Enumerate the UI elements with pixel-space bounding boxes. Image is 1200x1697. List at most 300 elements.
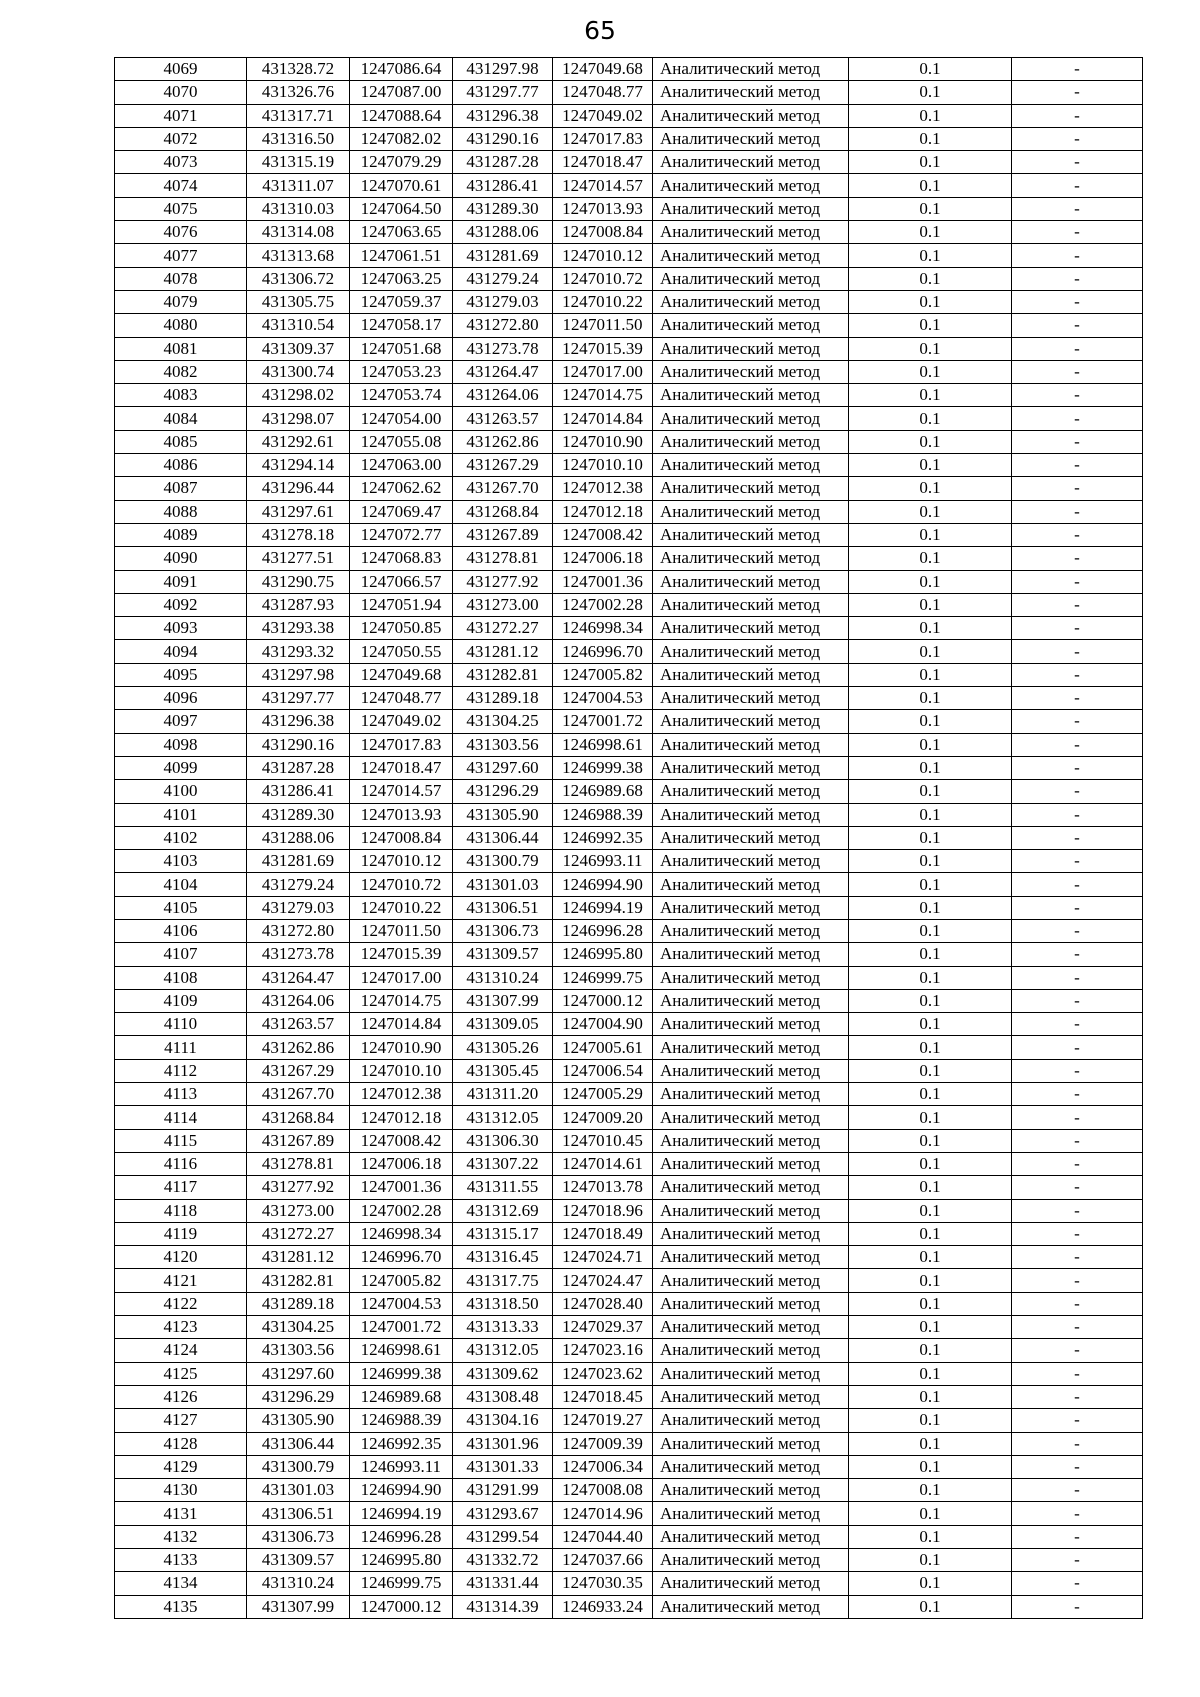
y2-cell: 1247010.45 <box>553 1129 653 1152</box>
x1-cell: 431264.47 <box>247 966 350 989</box>
x1-cell: 431306.44 <box>247 1432 350 1455</box>
method-cell: Аналитический метод <box>653 873 849 896</box>
x1-cell: 431282.81 <box>247 1269 350 1292</box>
tolerance-cell: 0.1 <box>849 1222 1012 1245</box>
note-cell: - <box>1012 663 1143 686</box>
x1-cell: 431272.80 <box>247 919 350 942</box>
y1-cell: 1247055.08 <box>350 430 453 453</box>
note-cell: - <box>1012 127 1143 150</box>
y2-cell: 1246992.35 <box>553 826 653 849</box>
method-cell: Аналитический метод <box>653 826 849 849</box>
tolerance-cell: 0.1 <box>849 1292 1012 1315</box>
y1-cell: 1247014.75 <box>350 989 453 1012</box>
y2-cell: 1247013.93 <box>553 197 653 220</box>
y2-cell: 1247019.27 <box>553 1409 653 1432</box>
method-cell: Аналитический метод <box>653 197 849 220</box>
tolerance-cell: 0.1 <box>849 174 1012 197</box>
tolerance-cell: 0.1 <box>849 1316 1012 1339</box>
method-cell: Аналитический метод <box>653 663 849 686</box>
method-cell: Аналитический метод <box>653 1129 849 1152</box>
table-row <box>115 1129 1143 1152</box>
note-cell: - <box>1012 1339 1143 1362</box>
note-cell: - <box>1012 1152 1143 1175</box>
method-cell: Аналитический метод <box>653 1106 849 1129</box>
point-number-cell: 4127 <box>115 1409 247 1432</box>
x2-cell: 431267.70 <box>453 477 553 500</box>
note-cell: - <box>1012 593 1143 616</box>
y2-cell: 1246998.34 <box>553 617 653 640</box>
point-number-cell: 4103 <box>115 850 247 873</box>
x2-cell: 431296.29 <box>453 780 553 803</box>
point-number-cell: 4072 <box>115 127 247 150</box>
y1-cell: 1247001.36 <box>350 1176 453 1199</box>
note-cell: - <box>1012 896 1143 919</box>
point-number-cell: 4119 <box>115 1222 247 1245</box>
x2-cell: 431263.57 <box>453 407 553 430</box>
y2-cell: 1247005.29 <box>553 1083 653 1106</box>
y1-cell: 1247002.28 <box>350 1199 453 1222</box>
y2-cell: 1246994.19 <box>553 896 653 919</box>
tolerance-cell: 0.1 <box>849 500 1012 523</box>
tolerance-cell: 0.1 <box>849 733 1012 756</box>
x1-cell: 431307.99 <box>247 1595 350 1618</box>
y2-cell: 1247023.16 <box>553 1339 653 1362</box>
y2-cell: 1247017.83 <box>553 127 653 150</box>
x1-cell: 431296.29 <box>247 1385 350 1408</box>
point-number-cell: 4105 <box>115 896 247 919</box>
note-cell: - <box>1012 430 1143 453</box>
x1-cell: 431303.56 <box>247 1339 350 1362</box>
table-row <box>115 267 1143 290</box>
method-cell: Аналитический метод <box>653 221 849 244</box>
note-cell: - <box>1012 174 1143 197</box>
y1-cell: 1246996.28 <box>350 1525 453 1548</box>
x2-cell: 431303.56 <box>453 733 553 756</box>
tolerance-cell: 0.1 <box>849 1409 1012 1432</box>
point-number-cell: 4116 <box>115 1152 247 1175</box>
x1-cell: 431279.24 <box>247 873 350 896</box>
table-row <box>115 547 1143 570</box>
tolerance-cell: 0.1 <box>849 1246 1012 1269</box>
point-number-cell: 4094 <box>115 640 247 663</box>
table-row <box>115 663 1143 686</box>
tolerance-cell: 0.1 <box>849 873 1012 896</box>
x1-cell: 431309.37 <box>247 337 350 360</box>
y1-cell: 1247087.00 <box>350 81 453 104</box>
point-number-cell: 4091 <box>115 570 247 593</box>
x2-cell: 431307.22 <box>453 1152 553 1175</box>
y2-cell: 1247044.40 <box>553 1525 653 1548</box>
x1-cell: 431264.06 <box>247 989 350 1012</box>
method-cell: Аналитический метод <box>653 943 849 966</box>
method-cell: Аналитический метод <box>653 1339 849 1362</box>
note-cell: - <box>1012 477 1143 500</box>
x1-cell: 431289.30 <box>247 803 350 826</box>
x2-cell: 431331.44 <box>453 1572 553 1595</box>
x1-cell: 431328.72 <box>247 58 350 81</box>
table-row <box>115 687 1143 710</box>
x1-cell: 431309.57 <box>247 1549 350 1572</box>
y1-cell: 1246992.35 <box>350 1432 453 1455</box>
tolerance-cell: 0.1 <box>849 290 1012 313</box>
note-cell: - <box>1012 1432 1143 1455</box>
tolerance-cell: 0.1 <box>849 337 1012 360</box>
point-number-cell: 4089 <box>115 523 247 546</box>
y1-cell: 1247048.77 <box>350 687 453 710</box>
note-cell: - <box>1012 1083 1143 1106</box>
tolerance-cell: 0.1 <box>849 1595 1012 1618</box>
y2-cell: 1247004.53 <box>553 687 653 710</box>
method-cell: Аналитический метод <box>653 780 849 803</box>
method-cell: Аналитический метод <box>653 1269 849 1292</box>
x1-cell: 431297.77 <box>247 687 350 710</box>
x1-cell: 431317.71 <box>247 104 350 127</box>
x2-cell: 431273.78 <box>453 337 553 360</box>
x2-cell: 431309.05 <box>453 1013 553 1036</box>
y1-cell: 1247050.55 <box>350 640 453 663</box>
tolerance-cell: 0.1 <box>849 850 1012 873</box>
y1-cell: 1247064.50 <box>350 197 453 220</box>
x1-cell: 431298.02 <box>247 384 350 407</box>
x1-cell: 431290.75 <box>247 570 350 593</box>
y2-cell: 1247023.62 <box>553 1362 653 1385</box>
x1-cell: 431310.03 <box>247 197 350 220</box>
x1-cell: 431288.06 <box>247 826 350 849</box>
page-number: 65 <box>584 16 616 45</box>
x2-cell: 431307.99 <box>453 989 553 1012</box>
x2-cell: 431273.00 <box>453 593 553 616</box>
y2-cell: 1247018.49 <box>553 1222 653 1245</box>
method-cell: Аналитический метод <box>653 989 849 1012</box>
y1-cell: 1247008.84 <box>350 826 453 849</box>
y1-cell: 1247049.68 <box>350 663 453 686</box>
tolerance-cell: 0.1 <box>849 710 1012 733</box>
x1-cell: 431310.54 <box>247 314 350 337</box>
method-cell: Аналитический метод <box>653 966 849 989</box>
note-cell: - <box>1012 1455 1143 1478</box>
note-cell: - <box>1012 756 1143 779</box>
tolerance-cell: 0.1 <box>849 989 1012 1012</box>
x1-cell: 431313.68 <box>247 244 350 267</box>
method-cell: Аналитический метод <box>653 617 849 640</box>
note-cell: - <box>1012 1549 1143 1572</box>
x2-cell: 431311.55 <box>453 1176 553 1199</box>
y1-cell: 1247010.10 <box>350 1059 453 1082</box>
y2-cell: 1247008.42 <box>553 523 653 546</box>
table-row <box>115 756 1143 779</box>
y2-cell: 1247010.22 <box>553 290 653 313</box>
coordinates-table <box>114 57 1143 1619</box>
x2-cell: 431304.16 <box>453 1409 553 1432</box>
table-row <box>115 1269 1143 1292</box>
method-cell: Аналитический метод <box>653 58 849 81</box>
y1-cell: 1247001.72 <box>350 1316 453 1339</box>
y1-cell: 1247066.57 <box>350 570 453 593</box>
point-number-cell: 4095 <box>115 663 247 686</box>
x1-cell: 431296.38 <box>247 710 350 733</box>
point-number-cell: 4104 <box>115 873 247 896</box>
x1-cell: 431267.70 <box>247 1083 350 1106</box>
table-row <box>115 337 1143 360</box>
tolerance-cell: 0.1 <box>849 1083 1012 1106</box>
y1-cell: 1247070.61 <box>350 174 453 197</box>
y2-cell: 1247014.75 <box>553 384 653 407</box>
x1-cell: 431305.75 <box>247 290 350 313</box>
y2-cell: 1247048.77 <box>553 81 653 104</box>
x1-cell: 431306.72 <box>247 267 350 290</box>
method-cell: Аналитический метод <box>653 81 849 104</box>
y1-cell: 1247014.84 <box>350 1013 453 1036</box>
method-cell: Аналитический метод <box>653 127 849 150</box>
note-cell: - <box>1012 1176 1143 1199</box>
point-number-cell: 4112 <box>115 1059 247 1082</box>
method-cell: Аналитический метод <box>653 1199 849 1222</box>
note-cell: - <box>1012 1572 1143 1595</box>
y1-cell: 1246996.70 <box>350 1246 453 1269</box>
table-row <box>115 1059 1143 1082</box>
method-cell: Аналитический метод <box>653 803 849 826</box>
y1-cell: 1247079.29 <box>350 151 453 174</box>
y1-cell: 1247051.94 <box>350 593 453 616</box>
tolerance-cell: 0.1 <box>849 1013 1012 1036</box>
note-cell: - <box>1012 826 1143 849</box>
point-number-cell: 4083 <box>115 384 247 407</box>
x2-cell: 431312.05 <box>453 1339 553 1362</box>
x1-cell: 431263.57 <box>247 1013 350 1036</box>
method-cell: Аналитический метод <box>653 1595 849 1618</box>
y2-cell: 1247015.39 <box>553 337 653 360</box>
note-cell: - <box>1012 290 1143 313</box>
x1-cell: 431292.61 <box>247 430 350 453</box>
tolerance-cell: 0.1 <box>849 1199 1012 1222</box>
y2-cell: 1247018.45 <box>553 1385 653 1408</box>
y2-cell: 1247009.39 <box>553 1432 653 1455</box>
y2-cell: 1247014.57 <box>553 174 653 197</box>
table-row <box>115 1502 1143 1525</box>
table-row <box>115 174 1143 197</box>
note-cell: - <box>1012 1409 1143 1432</box>
point-number-cell: 4084 <box>115 407 247 430</box>
x2-cell: 431281.69 <box>453 244 553 267</box>
x2-cell: 431317.75 <box>453 1269 553 1292</box>
method-cell: Аналитический метод <box>653 1455 849 1478</box>
y1-cell: 1247011.50 <box>350 919 453 942</box>
x1-cell: 431297.60 <box>247 1362 350 1385</box>
table-row <box>115 58 1143 81</box>
point-number-cell: 4092 <box>115 593 247 616</box>
y1-cell: 1246999.38 <box>350 1362 453 1385</box>
tolerance-cell: 0.1 <box>849 943 1012 966</box>
tolerance-cell: 0.1 <box>849 803 1012 826</box>
y1-cell: 1247012.18 <box>350 1106 453 1129</box>
table-row <box>115 1409 1143 1432</box>
y2-cell: 1247008.08 <box>553 1479 653 1502</box>
x2-cell: 431312.69 <box>453 1199 553 1222</box>
point-number-cell: 4073 <box>115 151 247 174</box>
table-row <box>115 314 1143 337</box>
x2-cell: 431264.47 <box>453 360 553 383</box>
note-cell: - <box>1012 1199 1143 1222</box>
tolerance-cell: 0.1 <box>849 197 1012 220</box>
point-number-cell: 4125 <box>115 1362 247 1385</box>
point-number-cell: 4108 <box>115 966 247 989</box>
point-number-cell: 4071 <box>115 104 247 127</box>
y2-cell: 1246933.24 <box>553 1595 653 1618</box>
y1-cell: 1246998.61 <box>350 1339 453 1362</box>
x1-cell: 431297.98 <box>247 663 350 686</box>
x1-cell: 431314.08 <box>247 221 350 244</box>
point-number-cell: 4070 <box>115 81 247 104</box>
table-row <box>115 640 1143 663</box>
x2-cell: 431306.73 <box>453 919 553 942</box>
x1-cell: 431304.25 <box>247 1316 350 1339</box>
point-number-cell: 4133 <box>115 1549 247 1572</box>
note-cell: - <box>1012 1502 1143 1525</box>
tolerance-cell: 0.1 <box>849 244 1012 267</box>
x1-cell: 431293.32 <box>247 640 350 663</box>
note-cell: - <box>1012 1013 1143 1036</box>
x1-cell: 431298.07 <box>247 407 350 430</box>
tolerance-cell: 0.1 <box>849 314 1012 337</box>
x1-cell: 431294.14 <box>247 454 350 477</box>
point-number-cell: 4102 <box>115 826 247 849</box>
point-number-cell: 4100 <box>115 780 247 803</box>
x1-cell: 431297.61 <box>247 500 350 523</box>
point-number-cell: 4134 <box>115 1572 247 1595</box>
x2-cell: 431296.38 <box>453 104 553 127</box>
y1-cell: 1247010.72 <box>350 873 453 896</box>
y1-cell: 1247063.65 <box>350 221 453 244</box>
x2-cell: 431301.03 <box>453 873 553 896</box>
y1-cell: 1247072.77 <box>350 523 453 546</box>
x2-cell: 431268.84 <box>453 500 553 523</box>
x1-cell: 431316.50 <box>247 127 350 150</box>
x2-cell: 431290.16 <box>453 127 553 150</box>
tolerance-cell: 0.1 <box>849 1502 1012 1525</box>
tolerance-cell: 0.1 <box>849 617 1012 640</box>
method-cell: Аналитический метод <box>653 407 849 430</box>
x1-cell: 431281.69 <box>247 850 350 873</box>
x1-cell: 431278.18 <box>247 523 350 546</box>
method-cell: Аналитический метод <box>653 384 849 407</box>
x2-cell: 431300.79 <box>453 850 553 873</box>
y2-cell: 1246998.61 <box>553 733 653 756</box>
method-cell: Аналитический метод <box>653 1292 849 1315</box>
table-row <box>115 966 1143 989</box>
table-row <box>115 850 1143 873</box>
x2-cell: 431332.72 <box>453 1549 553 1572</box>
point-number-cell: 4113 <box>115 1083 247 1106</box>
y1-cell: 1246994.90 <box>350 1479 453 1502</box>
x1-cell: 431279.03 <box>247 896 350 919</box>
x2-cell: 431297.77 <box>453 81 553 104</box>
point-number-cell: 4110 <box>115 1013 247 1036</box>
method-cell: Аналитический метод <box>653 1525 849 1548</box>
table-row <box>115 1525 1143 1548</box>
y2-cell: 1247006.18 <box>553 547 653 570</box>
y1-cell: 1247010.22 <box>350 896 453 919</box>
note-cell: - <box>1012 1362 1143 1385</box>
note-cell: - <box>1012 314 1143 337</box>
table-row <box>115 290 1143 313</box>
x2-cell: 431282.81 <box>453 663 553 686</box>
y1-cell: 1247050.85 <box>350 617 453 640</box>
note-cell: - <box>1012 617 1143 640</box>
point-number-cell: 4085 <box>115 430 247 453</box>
table-row <box>115 197 1143 220</box>
y1-cell: 1247049.02 <box>350 710 453 733</box>
x1-cell: 431262.86 <box>247 1036 350 1059</box>
x2-cell: 431289.30 <box>453 197 553 220</box>
y2-cell: 1247011.50 <box>553 314 653 337</box>
tolerance-cell: 0.1 <box>849 221 1012 244</box>
y1-cell: 1247008.42 <box>350 1129 453 1152</box>
x1-cell: 431290.16 <box>247 733 350 756</box>
x2-cell: 431310.24 <box>453 966 553 989</box>
y2-cell: 1247018.47 <box>553 151 653 174</box>
point-number-cell: 4114 <box>115 1106 247 1129</box>
x2-cell: 431272.80 <box>453 314 553 337</box>
tolerance-cell: 0.1 <box>849 640 1012 663</box>
table-row <box>115 803 1143 826</box>
table-row <box>115 1479 1143 1502</box>
table-row <box>115 127 1143 150</box>
point-number-cell: 4077 <box>115 244 247 267</box>
tolerance-cell: 0.1 <box>849 1059 1012 1082</box>
x1-cell: 431293.38 <box>247 617 350 640</box>
x1-cell: 431286.41 <box>247 780 350 803</box>
x2-cell: 431279.24 <box>453 267 553 290</box>
method-cell: Аналитический метод <box>653 104 849 127</box>
table-row <box>115 500 1143 523</box>
tolerance-cell: 0.1 <box>849 966 1012 989</box>
y2-cell: 1246994.90 <box>553 873 653 896</box>
x2-cell: 431306.44 <box>453 826 553 849</box>
x1-cell: 431272.27 <box>247 1222 350 1245</box>
y1-cell: 1246993.11 <box>350 1455 453 1478</box>
table-row <box>115 1385 1143 1408</box>
point-number-cell: 4088 <box>115 500 247 523</box>
y2-cell: 1247004.90 <box>553 1013 653 1036</box>
x2-cell: 431309.57 <box>453 943 553 966</box>
table-row <box>115 1316 1143 1339</box>
table-row <box>115 477 1143 500</box>
point-number-cell: 4099 <box>115 756 247 779</box>
y1-cell: 1247013.93 <box>350 803 453 826</box>
point-number-cell: 4111 <box>115 1036 247 1059</box>
method-cell: Аналитический метод <box>653 687 849 710</box>
x2-cell: 431267.89 <box>453 523 553 546</box>
y1-cell: 1247068.83 <box>350 547 453 570</box>
x1-cell: 431311.07 <box>247 174 350 197</box>
x2-cell: 431305.90 <box>453 803 553 826</box>
y2-cell: 1247030.35 <box>553 1572 653 1595</box>
method-cell: Аналитический метод <box>653 1479 849 1502</box>
point-number-cell: 4093 <box>115 617 247 640</box>
point-number-cell: 4101 <box>115 803 247 826</box>
y2-cell: 1246989.68 <box>553 780 653 803</box>
x2-cell: 431278.81 <box>453 547 553 570</box>
note-cell: - <box>1012 1222 1143 1245</box>
tolerance-cell: 0.1 <box>849 1339 1012 1362</box>
x1-cell: 431268.84 <box>247 1106 350 1129</box>
method-cell: Аналитический метод <box>653 1409 849 1432</box>
tolerance-cell: 0.1 <box>849 1362 1012 1385</box>
y1-cell: 1246999.75 <box>350 1572 453 1595</box>
method-cell: Аналитический метод <box>653 523 849 546</box>
method-cell: Аналитический метод <box>653 1316 849 1339</box>
note-cell: - <box>1012 1036 1143 1059</box>
